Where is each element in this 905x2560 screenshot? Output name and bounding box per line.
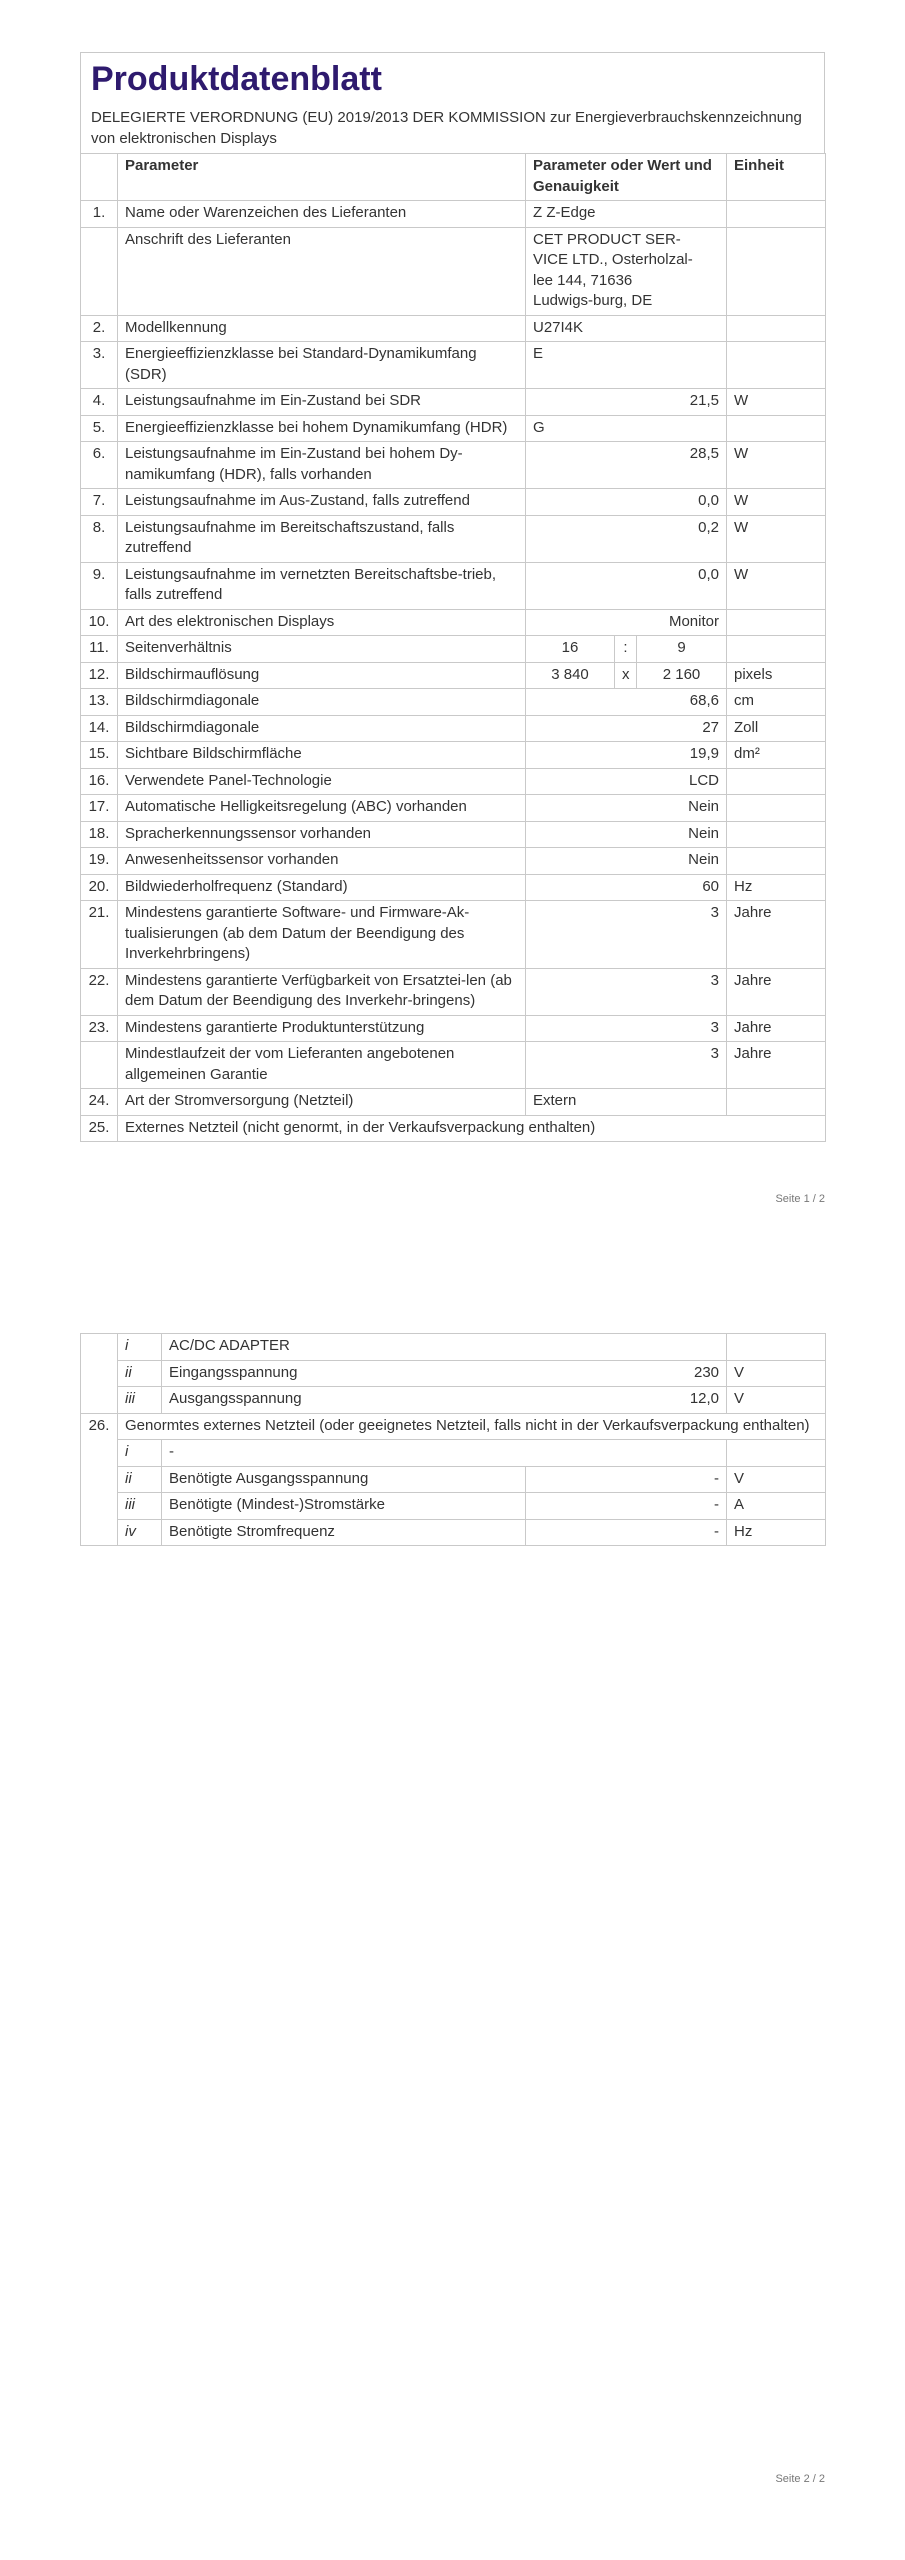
table-row xyxy=(81,821,826,848)
row-unit xyxy=(727,1440,826,1467)
row-sub-index: ii xyxy=(118,1466,162,1493)
row-unit xyxy=(727,315,826,342)
table-row xyxy=(81,742,826,769)
row-unit: W xyxy=(727,515,826,562)
row-label: Seitenverhältnis xyxy=(118,636,526,663)
table-row xyxy=(81,562,826,609)
row-label: Energieeffizienzklasse bei hohem Dynamikumfang (HDR) xyxy=(118,415,526,442)
row-unit: W xyxy=(727,442,826,489)
row-number: 14. xyxy=(81,715,118,742)
row-sub-index: ii xyxy=(118,1360,162,1387)
table-row xyxy=(81,415,826,442)
row-unit xyxy=(727,768,826,795)
row-label: Anschrift des Lieferanten xyxy=(118,227,526,315)
row-value: 0,0 xyxy=(526,562,727,609)
row-number: 4. xyxy=(81,389,118,416)
product-data-table-continued xyxy=(80,1333,826,1546)
row-sub-index: iii xyxy=(118,1387,162,1414)
row-unit: V xyxy=(727,1387,826,1414)
row-value: - xyxy=(526,1493,727,1520)
table-row xyxy=(81,227,826,315)
page-2 xyxy=(80,1333,825,1546)
page-footer-1: Seite 1 / 2 xyxy=(775,1193,825,1205)
row-number: 16. xyxy=(81,768,118,795)
table-row xyxy=(81,442,826,489)
table-row xyxy=(81,636,826,663)
header-parameter: Parameter xyxy=(118,154,526,201)
row-number xyxy=(81,1519,118,1546)
table-row xyxy=(81,689,826,716)
row-number: 7. xyxy=(81,489,118,516)
row-number: 1. xyxy=(81,201,118,228)
row-label: Art der Stromversorgung (Netzteil) xyxy=(118,1089,526,1116)
row-value: 3 xyxy=(526,901,727,969)
row-unit: A xyxy=(727,1493,826,1520)
row-unit: Jahre xyxy=(727,901,826,969)
row-label: Bildschirmdiagonale xyxy=(118,689,526,716)
row-value: - xyxy=(526,1466,727,1493)
header-value: Parameter oder Wert und Genauigkeit xyxy=(526,154,727,201)
resolution-height: 2 160 xyxy=(637,662,727,689)
row-value: 68,6 xyxy=(526,689,727,716)
table-row xyxy=(81,389,826,416)
row-value: U27I4K xyxy=(526,315,727,342)
table-row xyxy=(81,489,826,516)
table-row xyxy=(81,968,826,1015)
row-label: Eingangsspannung xyxy=(162,1360,526,1387)
row-unit: W xyxy=(727,489,826,516)
row-unit: Jahre xyxy=(727,1015,826,1042)
table-row xyxy=(81,1466,826,1493)
row-value: Monitor xyxy=(526,609,727,636)
row-label: Leistungsaufnahme im Ein-Zustand bei SDR xyxy=(118,389,526,416)
row-label: Leistungsaufnahme im Aus-Zustand, falls zutreffend xyxy=(118,489,526,516)
table-row xyxy=(81,342,826,389)
row-number: 9. xyxy=(81,562,118,609)
row-unit: Hz xyxy=(727,874,826,901)
row-unit: W xyxy=(727,562,826,609)
row-label: Art des elektronischen Displays xyxy=(118,609,526,636)
row-number: 11. xyxy=(81,636,118,663)
document-subtitle: DELEGIERTE VERORDNUNG (EU) 2019/2013 DER KOMMISSION zur Energieverbrauchskennzeichnung von elektronischen Displays xyxy=(91,109,802,147)
row-unit: V xyxy=(727,1466,826,1493)
row-unit xyxy=(727,848,826,875)
row-value: Nein xyxy=(526,848,727,875)
row-unit: Jahre xyxy=(727,1042,826,1089)
table-row xyxy=(81,201,826,228)
row-label: Bildschirmauflösung xyxy=(118,662,526,689)
row-label: Mindestlaufzeit der vom Lieferanten angebotenen allgemeinen Garantie xyxy=(118,1042,526,1089)
table-header-row xyxy=(81,154,826,201)
row-unit xyxy=(727,1334,826,1361)
row-unit xyxy=(727,821,826,848)
row-value: Nein xyxy=(526,795,727,822)
row-value: E xyxy=(526,342,727,389)
row-label: Bildschirmdiagonale xyxy=(118,715,526,742)
row-label: Ausgangsspannung xyxy=(162,1387,526,1414)
table-row xyxy=(81,1519,826,1546)
header-num-cell xyxy=(81,154,118,201)
row-label: - xyxy=(162,1440,727,1467)
row-label: Modellkennung xyxy=(118,315,526,342)
row-label: Benötigte Ausgangsspannung xyxy=(162,1466,526,1493)
resolution-width: 3 840 xyxy=(526,662,615,689)
row-value: 21,5 xyxy=(526,389,727,416)
document-title: Produktdatenblatt xyxy=(91,60,382,98)
row-number: 3. xyxy=(81,342,118,389)
table-row xyxy=(81,1015,826,1042)
row-unit xyxy=(727,227,826,315)
row-value: G xyxy=(526,415,727,442)
row-label: Automatische Helligkeitsregelung (ABC) vorhanden xyxy=(118,795,526,822)
row-sub-index: i xyxy=(118,1440,162,1467)
row-number: 25. xyxy=(81,1115,118,1142)
row-value: 0,0 xyxy=(526,489,727,516)
table-row xyxy=(81,874,826,901)
row-label: Mindestens garantierte Verfügbarkeit von Ersatztei-len (ab dem Datum der Beendigung des Inverkehr-bringens) xyxy=(118,968,526,1015)
row-value: Extern xyxy=(526,1089,727,1116)
document-header xyxy=(80,52,825,153)
row-unit: V xyxy=(727,1360,826,1387)
row-number: 26. xyxy=(81,1413,118,1440)
table-row xyxy=(81,1334,826,1361)
row-label: Leistungsaufnahme im Bereitschaftszustand, falls zutreffend xyxy=(118,515,526,562)
page-1 xyxy=(80,52,825,1142)
row-unit xyxy=(727,636,826,663)
row-number: 5. xyxy=(81,415,118,442)
aspect-ratio-separator: : xyxy=(615,636,637,663)
table-row xyxy=(81,715,826,742)
row-number: 24. xyxy=(81,1089,118,1116)
row-sub-index: iv xyxy=(118,1519,162,1546)
row-label: Spracherkennungssensor vorhanden xyxy=(118,821,526,848)
row-value: 60 xyxy=(526,874,727,901)
row-value: 3 xyxy=(526,968,727,1015)
row-label: Name oder Warenzeichen des Lieferanten xyxy=(118,201,526,228)
row-number xyxy=(81,1466,118,1493)
row-label: Externes Netzteil (nicht genormt, in der Verkaufsverpackung enthalten) xyxy=(118,1115,826,1142)
row-value: 230 xyxy=(526,1360,727,1387)
supplier-address: CET PRODUCT SER-VICE LTD., Osterholzal-lee 144, 71636 Ludwigs-burg, DE xyxy=(533,230,693,309)
row-unit xyxy=(727,342,826,389)
row-number: 10. xyxy=(81,609,118,636)
row-label: Mindestens garantierte Produktunterstützung xyxy=(118,1015,526,1042)
row-number: 22. xyxy=(81,968,118,1015)
table-row xyxy=(81,1115,826,1142)
row-label: Leistungsaufnahme im vernetzten Bereitschaftsbe-trieb, falls zutreffend xyxy=(118,562,526,609)
row-label: Sichtbare Bildschirmfläche xyxy=(118,742,526,769)
table-row xyxy=(81,795,826,822)
aspect-ratio-height: 9 xyxy=(637,636,727,663)
row-number: 6. xyxy=(81,442,118,489)
table-row xyxy=(81,662,826,689)
row-number: 15. xyxy=(81,742,118,769)
table-row xyxy=(81,1387,826,1414)
table-row xyxy=(81,1360,826,1387)
row-unit: cm xyxy=(727,689,826,716)
row-label: Verwendete Panel-Technologie xyxy=(118,768,526,795)
row-value: 19,9 xyxy=(526,742,727,769)
row-unit: dm² xyxy=(727,742,826,769)
row-label: AC/DC ADAPTER xyxy=(162,1334,727,1361)
row-unit xyxy=(727,415,826,442)
header-unit: Einheit xyxy=(727,154,826,201)
row-number: 23. xyxy=(81,1015,118,1042)
row-unit: Zoll xyxy=(727,715,826,742)
row-unit: W xyxy=(727,389,826,416)
row-label: Bildwiederholfrequenz (Standard) xyxy=(118,874,526,901)
row-value: - xyxy=(526,1519,727,1546)
row-label: Genormtes externes Netzteil (oder geeignetes Netzteil, falls nicht in der Verkaufsverpackung enthalten) xyxy=(118,1413,826,1440)
row-value: Z Z-Edge xyxy=(526,201,727,228)
row-value: Nein xyxy=(526,821,727,848)
aspect-ratio-width: 16 xyxy=(526,636,615,663)
table-row xyxy=(81,848,826,875)
row-number: 19. xyxy=(81,848,118,875)
row-label: Energieeffizienzklasse bei Standard-Dynamikumfang (SDR) xyxy=(118,342,526,389)
table-row xyxy=(81,315,826,342)
table-row xyxy=(81,515,826,562)
row-number xyxy=(81,1440,118,1467)
row-number: 13. xyxy=(81,689,118,716)
row-value: 3 xyxy=(526,1015,727,1042)
row-number: 17. xyxy=(81,795,118,822)
table-row xyxy=(81,1493,826,1520)
product-data-table xyxy=(80,153,826,1142)
row-unit: pixels xyxy=(727,662,826,689)
row-value: 0,2 xyxy=(526,515,727,562)
row-number: 2. xyxy=(81,315,118,342)
row-number xyxy=(81,1387,118,1414)
row-value xyxy=(526,227,727,315)
row-value: 27 xyxy=(526,715,727,742)
row-label: Leistungsaufnahme im Ein-Zustand bei hohem Dy-namikumfang (HDR), falls vorhanden xyxy=(118,442,526,489)
row-number: 12. xyxy=(81,662,118,689)
row-number xyxy=(81,227,118,315)
table-row xyxy=(81,1440,826,1467)
row-unit xyxy=(727,795,826,822)
row-unit xyxy=(727,609,826,636)
row-number: 8. xyxy=(81,515,118,562)
row-unit xyxy=(727,201,826,228)
row-number xyxy=(81,1042,118,1089)
row-label: Mindestens garantierte Software- und Firmware-Ak-tualisierungen (ab dem Datum der Beendigung des Inverkehrbringens) xyxy=(118,901,526,969)
row-number: 20. xyxy=(81,874,118,901)
row-number xyxy=(81,1334,118,1361)
row-number xyxy=(81,1360,118,1387)
row-number xyxy=(81,1493,118,1520)
row-unit: Hz xyxy=(727,1519,826,1546)
row-value: 12,0 xyxy=(526,1387,727,1414)
row-value: 3 xyxy=(526,1042,727,1089)
row-label: Benötigte (Mindest-)Stromstärke xyxy=(162,1493,526,1520)
row-label: Benötigte Stromfrequenz xyxy=(162,1519,526,1546)
table-row xyxy=(81,901,826,969)
table-row xyxy=(81,1042,826,1089)
row-sub-index: iii xyxy=(118,1493,162,1520)
row-label: Anwesenheitssensor vorhanden xyxy=(118,848,526,875)
row-unit xyxy=(727,1089,826,1116)
table-row xyxy=(81,609,826,636)
table-row xyxy=(81,768,826,795)
row-sub-index: i xyxy=(118,1334,162,1361)
row-number: 21. xyxy=(81,901,118,969)
row-number: 18. xyxy=(81,821,118,848)
row-value: LCD xyxy=(526,768,727,795)
resolution-separator: x xyxy=(615,662,637,689)
row-unit: Jahre xyxy=(727,968,826,1015)
page-footer-2: Seite 2 / 2 xyxy=(775,2473,825,2485)
table-row xyxy=(81,1413,826,1440)
row-value: 28,5 xyxy=(526,442,727,489)
table-row xyxy=(81,1089,826,1116)
